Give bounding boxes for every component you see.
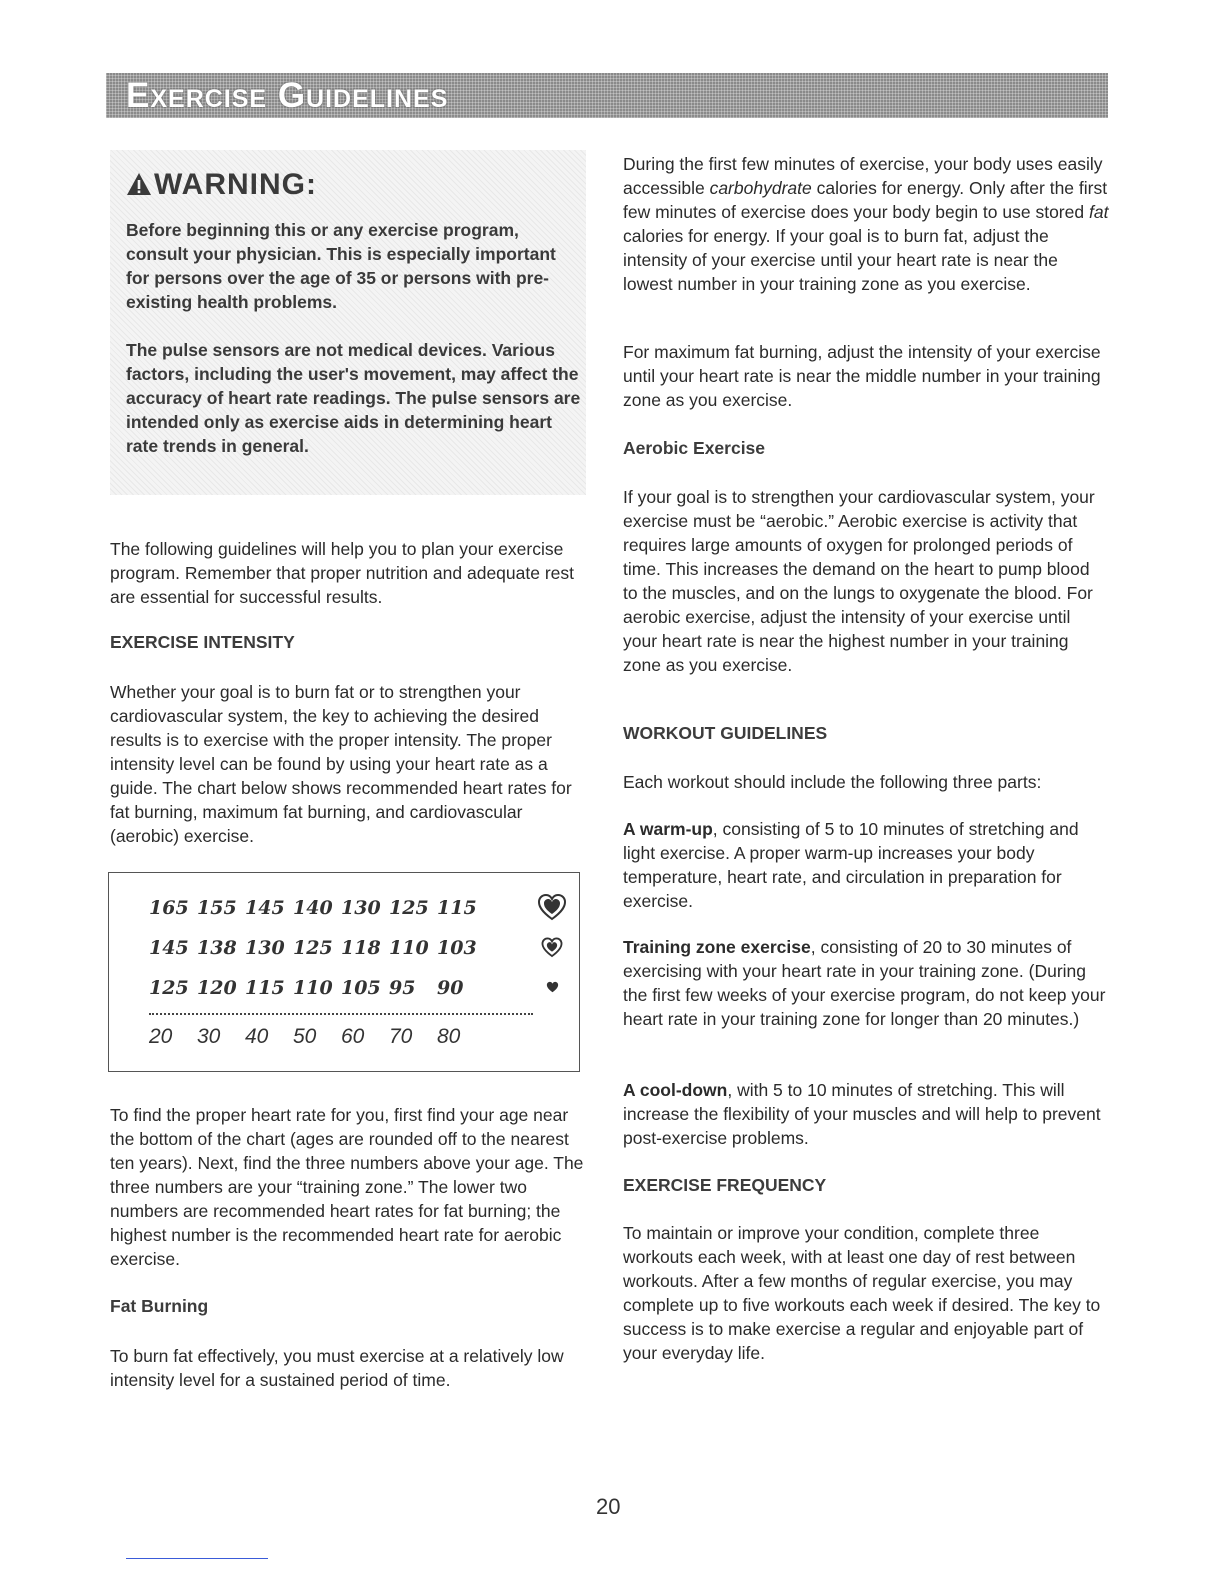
workout-guidelines-heading: WORKOUT GUIDELINES xyxy=(623,723,828,743)
cool-down-label: A cool-down xyxy=(623,1080,728,1100)
carbohydrate-paragraph xyxy=(623,152,1109,296)
chart-value: 125 xyxy=(149,977,189,999)
chart-value: 120 xyxy=(197,977,237,999)
chart-value: 115 xyxy=(437,897,477,919)
text-segment: , consisting of 5 to 10 minutes of stretching and light exercise. A proper warm-up increases your body temperature, heart rate, and circulation in preparation for exercise. xyxy=(623,819,1079,911)
chart-value: 145 xyxy=(245,897,285,919)
warning-title: WARNING: xyxy=(154,168,317,201)
chart-value: 145 xyxy=(149,937,189,959)
chart-instructions-paragraph: To find the proper heart rate for you, first find your age near the bottom of the chart (ages are rounded off to the nearest ten years). Next, find the three numbers above your age. The three numbers are your “training zone.” The lower two numbers are recommended heart rates for fat burning; the highest number is the recommended heart rate for aerobic exercise. xyxy=(110,1105,584,1269)
chart-value: 118 xyxy=(341,937,381,959)
chart-value: 138 xyxy=(197,937,237,959)
heart-medium-icon xyxy=(541,937,563,959)
warning-triangle-icon xyxy=(126,172,152,196)
chart-row-max-fat-burning xyxy=(149,937,485,959)
heart-rate-chart xyxy=(108,872,580,1072)
aerobic-paragraph: If your goal is to strengthen your cardiovascular system, your exercise must be “aerobic.” Aerobic exercise is activity that requires large amounts of oxygen for prolonged periods of time. This increases the demand on the heart to pump blood to the muscles, and on the lungs to oxygenate the blood. For aerobic exercise, adjust the intensity of your exercise until your heart rate is near the highest number in your training zone as you exercise. xyxy=(623,487,1095,675)
chart-row-fat-burning xyxy=(149,977,485,999)
footer-rule xyxy=(126,1558,268,1559)
max-fat-burning-paragraph: For maximum fat burning, adjust the intensity of your exercise until your heart rate is near the middle number in your training zone as you exercise. xyxy=(623,342,1101,410)
chart-value: 105 xyxy=(341,977,381,999)
chart-age: 30 xyxy=(197,1025,221,1048)
heart-large-icon xyxy=(537,893,567,923)
page-number: 20 xyxy=(596,1494,621,1519)
chart-value: 140 xyxy=(293,897,333,919)
chart-value: 130 xyxy=(245,937,285,959)
chart-value: 103 xyxy=(437,937,477,959)
chart-value: 95 xyxy=(389,977,416,999)
chart-value: 115 xyxy=(245,977,285,999)
aerobic-exercise-heading: Aerobic Exercise xyxy=(623,438,766,458)
text-segment: During the first few minutes of exercise, your body uses easily accessible xyxy=(623,154,1103,198)
exercise-intensity-heading: EXERCISE INTENSITY xyxy=(110,632,295,652)
cool-down-paragraph xyxy=(623,1078,1109,1150)
warm-up-paragraph xyxy=(623,817,1109,913)
chart-age: 50 xyxy=(293,1025,317,1048)
chart-row-aerobic xyxy=(149,897,485,919)
warm-up-label: A warm-up xyxy=(623,819,713,839)
training-zone-paragraph xyxy=(623,935,1109,1031)
workout-intro-paragraph: Each workout should include the following three parts: xyxy=(623,772,1042,792)
text-segment: calories for energy. Only after the first few minutes of exercise does your body begin to use stored xyxy=(623,178,1108,222)
exercise-frequency-heading: EXERCISE FREQUENCY xyxy=(623,1175,827,1195)
fat-burning-paragraph: To burn fat effectively, you must exercise at a relatively low intensity level for a sustained period of time. xyxy=(110,1346,564,1390)
chart-value: 110 xyxy=(389,937,429,959)
chart-age: 20 xyxy=(149,1025,173,1048)
chart-age: 60 xyxy=(341,1025,365,1048)
emphasis-carbohydrate: carbohydrate xyxy=(709,178,812,198)
chart-value: 165 xyxy=(149,897,189,919)
page-title: Exercise Guidelines xyxy=(126,76,449,115)
intensity-paragraph: Whether your goal is to burn fat or to strengthen your cardiovascular system, the key to achieving the desired results is to exercise with the proper intensity. The proper intensity level can be found by using your heart rate as a guide. The chart below shows recommended heart rates for fat burning, maximum fat burning, and cardiovascular (aerobic) exercise. xyxy=(110,682,572,846)
warning-paragraph-physician: Before beginning this or any exercise program, consult your physician. This is especially important for persons over the age of 35 or persons with pre-existing health problems. xyxy=(126,220,556,312)
training-zone-label: Training zone exercise xyxy=(623,937,811,957)
chart-age: 40 xyxy=(245,1025,269,1048)
chart-value: 125 xyxy=(293,937,333,959)
chart-value: 110 xyxy=(293,977,333,999)
text-segment: , consisting of 20 to 30 minutes of exercising with your heart rate in your training zone. (During the first few weeks of your exercise program, do not keep your heart rate in your training zone for longer than 20 minutes.) xyxy=(623,937,1106,1029)
text-segment: , with 5 to 10 minutes of stretching. This will increase the flexibility of your muscles and will help to prevent post-exercise problems. xyxy=(623,1080,1101,1148)
chart-value: 155 xyxy=(197,897,237,919)
intro-paragraph: The following guidelines will help you to plan your exercise program. Remember that proper nutrition and adequate rest are essential for successful results. xyxy=(110,539,575,607)
fat-burning-heading: Fat Burning xyxy=(110,1296,209,1316)
chart-age: 70 xyxy=(389,1025,413,1048)
emphasis-fat: fat xyxy=(1088,202,1109,222)
chart-value: 130 xyxy=(341,897,381,919)
chart-value: 125 xyxy=(389,897,429,919)
chart-value: 90 xyxy=(437,977,464,999)
chart-row-ages xyxy=(149,1025,485,1049)
warning-paragraph-sensors: The pulse sensors are not medical devices. Various factors, including the user's movement, may affect the accuracy of heart rate readings. The pulse sensors are intended only as exercise aids in determining heart rate trends in general. xyxy=(126,340,581,456)
chart-divider xyxy=(149,1013,533,1015)
frequency-paragraph: To maintain or improve your condition, complete three workouts each week, with at least one day of rest between workouts. After a few months of regular exercise, you may complete up to five workouts each week if desired. The key to success is to make exercise a regular and enjoyable part of your everyday life. xyxy=(623,1223,1101,1363)
heart-small-icon xyxy=(546,981,559,994)
chart-age: 80 xyxy=(437,1025,461,1048)
text-segment: calories for energy. If your goal is to burn fat, adjust the intensity of your exercise until your heart rate is near the lowest number in your training zone as you exercise. xyxy=(623,226,1058,294)
warning-heading xyxy=(126,168,317,202)
